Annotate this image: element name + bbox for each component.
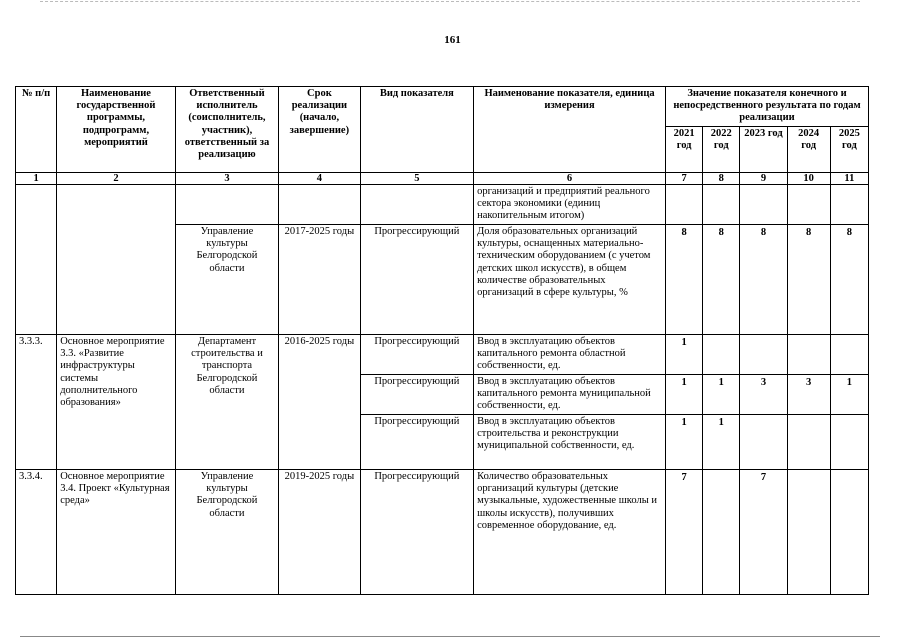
indicator-name-cell: Количество образовательных организаций культуры (детские музыкальные, художественные школы и школы искусств), получивших современное оборудование, ед. [474,470,666,595]
table-row [16,470,869,595]
value-2022: 1 [703,375,740,415]
col-number: 10 [787,173,830,185]
value-2025: 8 [830,225,868,335]
col-number: 7 [665,173,702,185]
value-2023 [740,335,787,375]
value-2021: 1 [665,335,702,375]
value-2024: 8 [787,225,830,335]
value-2025 [830,470,868,595]
executor-cell [175,335,278,470]
col-number: 6 [474,173,666,185]
header-period: Срок реализации (начало, завершение) [279,87,360,173]
header-num: № п/п [16,87,57,173]
col-number: 2 [57,173,176,185]
value-2021: 1 [665,415,702,470]
header-values-group: Значение показателя конечного и непосредственного результата по годам реализации [665,87,868,127]
measure-name: Основное мероприятие 3.3. «Развитие инфраструктуры системы дополнительного образования» [57,335,176,470]
value-2024 [787,335,830,375]
indicator-type-cell: Прогрессирующий [360,470,474,595]
top-border-line [40,1,860,2]
cell-empty [703,185,740,225]
col-number: 4 [279,173,360,185]
header-name: Наименование государственной программы, подпрограмм, мероприятий [57,87,176,173]
cell-empty [665,185,702,225]
value-2022 [703,470,740,595]
indicator-name-cell: Доля образовательных организаций культуры, оснащенных материально-техническим оборудованием (с учетом детских школ искусств), в общем количестве образовательных организаций в сфере культуры, % [474,225,666,335]
indicator-type-cell: Прогрессирующий [360,335,474,375]
value-2024 [787,470,830,595]
header-indicator-type: Вид показателя [360,87,474,173]
value-2023: 8 [740,225,787,335]
cell-empty [360,185,474,225]
value-2021: 8 [665,225,702,335]
value-2024: 3 [787,375,830,415]
cell-empty [175,185,278,225]
header-year-2021: 2021 год [665,127,702,173]
col-number: 3 [175,173,278,185]
col-number: 11 [830,173,868,185]
value-2025 [830,415,868,470]
period-cell: 2017-2025 годы [279,225,360,335]
measure-name: Основное мероприятие 3.4. Проект «Культурная среда» [57,470,176,595]
bottom-border-line [20,636,880,637]
row-number: 3.3.4. [16,470,57,595]
header-year-2024: 2024 год [787,127,830,173]
page-number: 161 [444,34,461,46]
indicator-type-cell: Прогрессирующий [360,225,474,335]
header-year-2022: 2022 год [703,127,740,173]
indicator-name-cell: Ввод в эксплуатацию объектов строительства и реконструкции муниципальной собственности, ед. [474,415,666,470]
header-executor: Ответственный исполнитель (соисполнитель, участник), ответственный за реализацию [175,87,278,173]
cell-empty [16,185,57,335]
cell-empty [57,185,176,335]
table-row [16,185,869,225]
indicator-name-cell: Ввод в эксплуатацию объектов капитального ремонта областной собственности, ед. [474,335,666,375]
header-indicator-name: Наименование показателя, единица измерения [474,87,666,173]
header-year-2025: 2025 год [830,127,868,173]
table-row [16,335,869,375]
period-cell: 2019-2025 годы [279,470,360,595]
value-2024 [787,415,830,470]
value-2025 [830,335,868,375]
value-2022 [703,335,740,375]
executor-line: Департамент строительства и транспорта [191,336,263,372]
value-2022: 1 [703,415,740,470]
col-number: 8 [703,173,740,185]
indicator-type-cell: Прогрессирующий [360,375,474,415]
value-2022: 8 [703,225,740,335]
indicator-name-cell: организаций и предприятий реального сектора экономики (единиц накопительным итогом) [474,185,666,225]
row-number: 3.3.3. [16,335,57,470]
cell-empty [279,185,360,225]
header-year-2023: 2023 год [740,127,787,173]
cell-empty [830,185,868,225]
indicator-type-cell: Прогрессирующий [360,415,474,470]
cell-empty [787,185,830,225]
executor-cell: Управление культуры Белгородской области [175,225,278,335]
col-number: 9 [740,173,787,185]
value-2021: 7 [665,470,702,595]
value-2023: 7 [740,470,787,595]
cell-empty [740,185,787,225]
indicator-name-cell: Ввод в эксплуатацию объектов капитального ремонта муниципальной собственности, ед. [474,375,666,415]
col-number: 1 [16,173,57,185]
executor-line: Белгородской области [196,372,258,396]
value-2021: 1 [665,375,702,415]
period-cell: 2016-2025 годы [279,335,360,470]
program-table [15,86,869,595]
value-2025: 1 [830,375,868,415]
executor-cell: Управление культуры Белгородской области [175,470,278,595]
col-number: 5 [360,173,474,185]
value-2023 [740,415,787,470]
value-2023: 3 [740,375,787,415]
